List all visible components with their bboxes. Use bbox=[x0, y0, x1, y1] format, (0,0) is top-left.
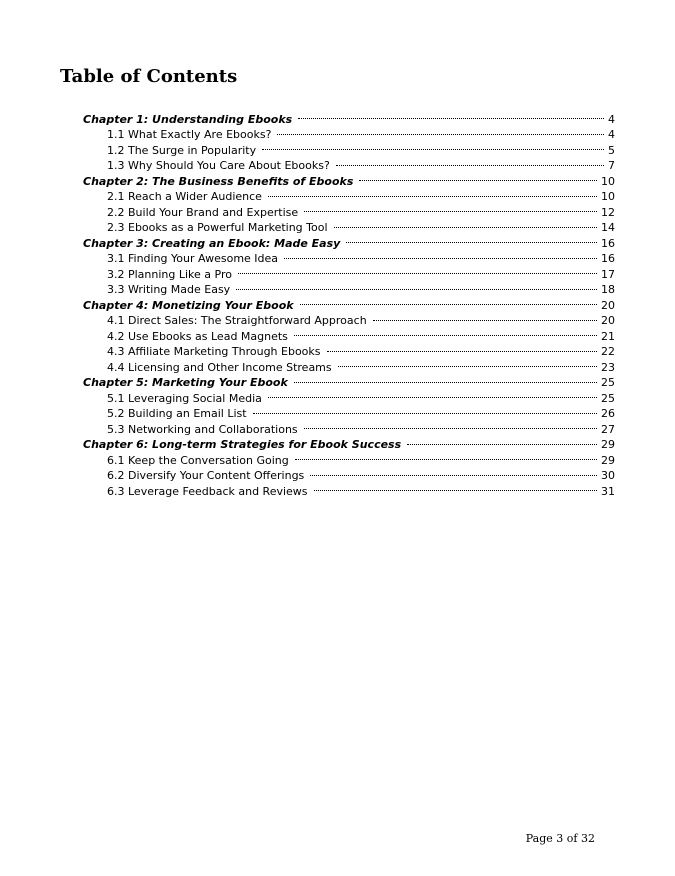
dot-leader bbox=[277, 123, 604, 139]
toc-entry-page: 23 bbox=[601, 360, 615, 374]
toc-entry-text: Chapter 3: Creating an Ebook: Made Easy bbox=[83, 236, 341, 250]
toc-entry-text: 1.2 The Surge in Popularity bbox=[107, 143, 257, 157]
toc-entry-text: 6.1 Keep the Conversation Going bbox=[107, 453, 289, 467]
dot-leader bbox=[373, 309, 597, 325]
toc-entry-page: 26 bbox=[601, 407, 615, 420]
toc-list bbox=[83, 107, 615, 498]
dot-leader bbox=[262, 138, 604, 154]
toc-entry-text: 1.1 What Exactly Are Ebooks? bbox=[107, 128, 272, 141]
toc-entry-text: Chapter 1: Understanding Ebooks bbox=[83, 112, 293, 126]
toc-entry-page: 12 bbox=[601, 205, 615, 219]
dot-leader bbox=[359, 169, 597, 185]
toc-entry-text: 2.3 Ebooks as a Powerful Marketing Tool bbox=[107, 221, 328, 234]
toc-entry-page: 20 bbox=[601, 314, 615, 327]
dot-leader bbox=[294, 371, 597, 387]
toc-entry-page: 14 bbox=[601, 221, 615, 234]
current-page-number: 3 bbox=[556, 832, 564, 845]
toc-entry-text: 2.1 Reach a Wider Audience bbox=[107, 190, 262, 203]
toc-entry-text: 5.3 Networking and Collaborations bbox=[107, 422, 298, 436]
dot-leader bbox=[298, 107, 604, 123]
dot-leader bbox=[314, 479, 597, 495]
toc-entry-text: 4.2 Use Ebooks as Lead Magnets bbox=[107, 329, 288, 343]
dot-leader bbox=[336, 154, 604, 170]
toc-entry-text: 6.3 Leverage Feedback and Reviews bbox=[107, 484, 308, 498]
dot-leader bbox=[407, 433, 597, 449]
page-number-footer bbox=[526, 831, 595, 847]
toc-entry-page: 21 bbox=[601, 329, 615, 343]
toc-entry-text: 3.2 Planning Like a Pro bbox=[107, 267, 232, 281]
toc-entry-page: 22 bbox=[601, 345, 615, 358]
toc-entry-page: 29 bbox=[601, 438, 615, 451]
toc-entry-text: 6.2 Diversify Your Content Offerings bbox=[107, 469, 305, 482]
toc-entry-page: 27 bbox=[601, 422, 615, 436]
toc-entry-text: Chapter 4: Monetizing Your Ebook bbox=[83, 298, 294, 312]
dot-leader bbox=[268, 185, 597, 201]
toc-entry-text: 3.3 Writing Made Easy bbox=[107, 283, 231, 296]
dot-leader bbox=[284, 247, 597, 263]
dot-leader bbox=[300, 293, 597, 309]
toc-entry-page: 10 bbox=[601, 190, 615, 203]
toc-entry-page: 16 bbox=[601, 252, 615, 265]
dot-leader bbox=[346, 231, 597, 247]
toc-entry-text: 2.2 Build Your Brand and Expertise bbox=[107, 205, 299, 219]
toc-entry-text: Chapter 6: Long-term Strategies for Ebook Success bbox=[83, 438, 402, 451]
dot-leader bbox=[334, 216, 597, 232]
toc-entry-page: 10 bbox=[601, 174, 615, 188]
toc-entry-text: 1.3 Why Should You Care About Ebooks? bbox=[107, 159, 330, 172]
toc-entry-page: 18 bbox=[601, 283, 615, 296]
toc-chapter-entry[interactable] bbox=[83, 107, 615, 126]
toc-entry-page: 30 bbox=[601, 469, 615, 482]
page-label: Page bbox=[525, 832, 553, 845]
toc-entry-page: 31 bbox=[601, 484, 615, 498]
toc-entry-page: 20 bbox=[601, 298, 615, 312]
of-label: of bbox=[566, 832, 578, 845]
dot-leader bbox=[238, 262, 597, 278]
toc-entry-page: 4 bbox=[608, 112, 615, 126]
dot-leader bbox=[304, 417, 597, 433]
toc-entry-page: 7 bbox=[608, 159, 615, 172]
toc-entry-text: 5.2 Building an Email List bbox=[107, 407, 247, 420]
toc-entry-text: 4.1 Direct Sales: The Straightforward Approach bbox=[107, 314, 367, 327]
dot-leader bbox=[327, 340, 597, 356]
toc-entry-page: 17 bbox=[601, 267, 615, 281]
toc-title: Table of Contents bbox=[60, 66, 238, 87]
dot-leader bbox=[338, 355, 597, 371]
toc-entry-text: Chapter 2: The Business Benefits of Ebooks bbox=[83, 174, 354, 188]
dot-leader bbox=[294, 324, 597, 340]
toc-entry-page: 25 bbox=[601, 376, 615, 389]
dot-leader bbox=[268, 386, 597, 402]
toc-entry-text: 4.3 Affiliate Marketing Through Ebooks bbox=[107, 345, 321, 358]
toc-entry-page: 4 bbox=[608, 128, 615, 141]
toc-entry-text: Chapter 5: Marketing Your Ebook bbox=[83, 376, 288, 389]
toc-entry-text: 4.4 Licensing and Other Income Streams bbox=[107, 360, 332, 374]
dot-leader bbox=[310, 464, 597, 480]
total-pages-number: 32 bbox=[581, 832, 595, 845]
toc-entry-text: 3.1 Finding Your Awesome Idea bbox=[107, 252, 279, 265]
dot-leader bbox=[236, 278, 597, 294]
toc-entry-page: 5 bbox=[608, 143, 615, 157]
toc-entry-page: 16 bbox=[601, 236, 615, 250]
toc-entry-page: 25 bbox=[601, 391, 615, 405]
toc-entry-text: 5.1 Leveraging Social Media bbox=[107, 391, 262, 405]
dot-leader bbox=[304, 200, 597, 216]
dot-leader bbox=[295, 448, 597, 464]
toc-entry-page: 29 bbox=[601, 453, 615, 467]
dot-leader bbox=[253, 402, 597, 418]
